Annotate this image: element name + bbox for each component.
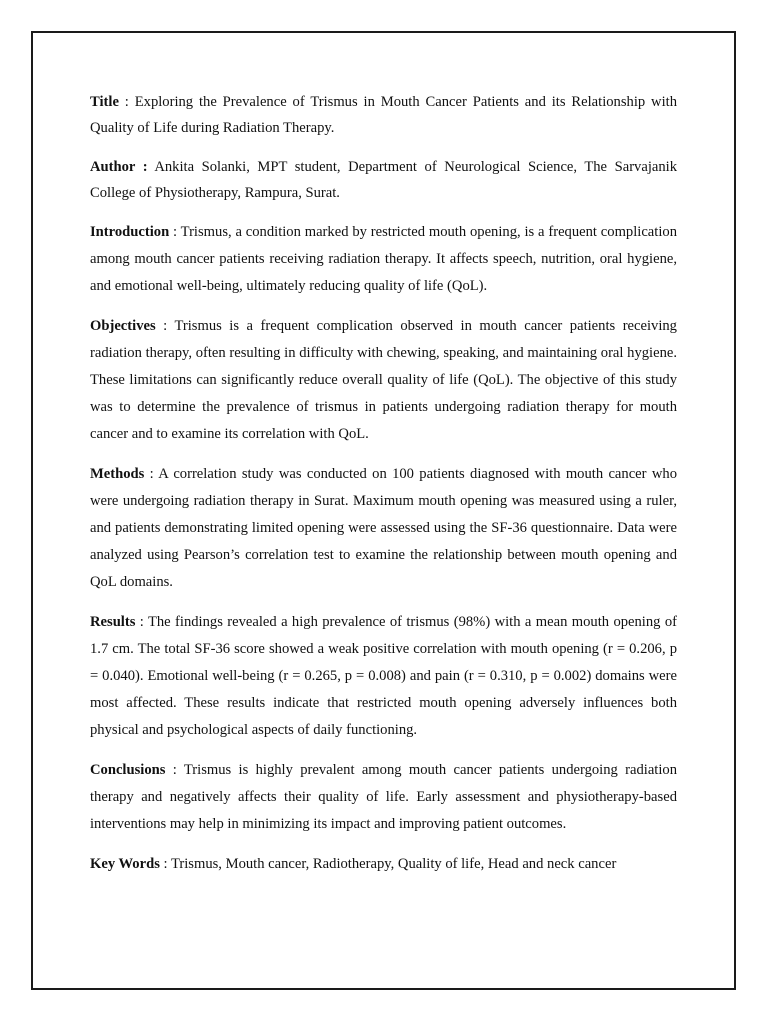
methods-separator: :: [144, 466, 159, 482]
author-label: Author :: [90, 159, 148, 175]
keywords-text: Trismus, Mouth cancer, Radiotherapy, Quality of life, Head and neck cancer: [170, 856, 617, 872]
results-separator: :: [135, 614, 148, 630]
title-label: Title: [90, 94, 119, 110]
methods-label: Methods: [90, 466, 145, 482]
keywords-label: Key Words: [90, 856, 160, 872]
title-text: Exploring the Prevalence of Trismus in Mouth Cancer Patients and its Relationship with Quality of Life during Radiation Therapy.: [90, 94, 678, 136]
conclusions-separator: :: [165, 762, 184, 778]
results-paragraph: [90, 609, 677, 744]
abstract-body: [90, 89, 677, 891]
objectives-label: Objectives: [90, 318, 156, 334]
title-separator: :: [118, 94, 135, 110]
author-text: Ankita Solanki, MPT student, Department of Neurological Science, The Sarvajanik College of Physiotherapy, Rampura, Surat.: [90, 159, 678, 201]
objectives-text: Trismus is a frequent complication observed in mouth cancer patients receiving radiation therapy, often resulting in difficulty with chewing, speaking, and maintaining oral hygiene. These limitations can significantly reduce overall quality of life (QoL). The objective of this study was to determine the prevalence of trismus in patients undergoing radiation therapy for mouth cancer and to examine its correlation with QoL.: [90, 318, 677, 442]
conclusions-paragraph: [90, 757, 677, 838]
keywords-paragraph: [90, 851, 677, 878]
title-paragraph: [90, 89, 677, 141]
methods-paragraph: [90, 461, 677, 596]
conclusions-text: Trismus is highly prevalent among mouth cancer patients undergoing radiation therapy and negatively affects their quality of life. Early assessment and physiotherapy-based interventions may help in minimizing its impact and improving patient outcomes.: [90, 762, 678, 832]
author-paragraph: [90, 154, 677, 206]
conclusions-label: Conclusions: [90, 762, 166, 778]
introduction-separator: :: [169, 224, 181, 240]
objectives-separator: :: [155, 318, 175, 334]
introduction-text: Trismus, a condition marked by restricted mouth opening, is a frequent complication among mouth cancer patients receiving radiation therapy. It affects speech, nutrition, oral hygiene, and emotional well-being, ultimately reducing quality of life (QoL).: [90, 224, 677, 294]
results-label: Results: [90, 614, 136, 630]
results-text: The findings revealed a high prevalence of trismus (98%) with a mean mouth opening of 1.7 cm. The total SF-36 score showed a weak positive correlation with mouth opening (r = 0.206, p = 0.040). Emotional well-being (r = 0.265, p = 0.008) and pain (r = 0.310, p = 0.002) domains were most affected. These results indicate that restricted mouth opening adversely influences both physical and psychological aspects of daily functioning.: [90, 614, 677, 738]
introduction-label: Introduction: [90, 224, 170, 240]
objectives-paragraph: [90, 313, 677, 448]
introduction-paragraph: [90, 219, 677, 300]
keywords-separator: :: [159, 856, 171, 872]
methods-text: A correlation study was conducted on 100 patients diagnosed with mouth cancer who were undergoing radiation therapy in Surat. Maximum mouth opening was measured using a ruler, and patients demonstrating limited opening were assessed using the SF-36 questionnaire. Data were analyzed using Pearson’s correlation test to examine the relationship between mouth opening and QoL domains.: [90, 466, 677, 590]
